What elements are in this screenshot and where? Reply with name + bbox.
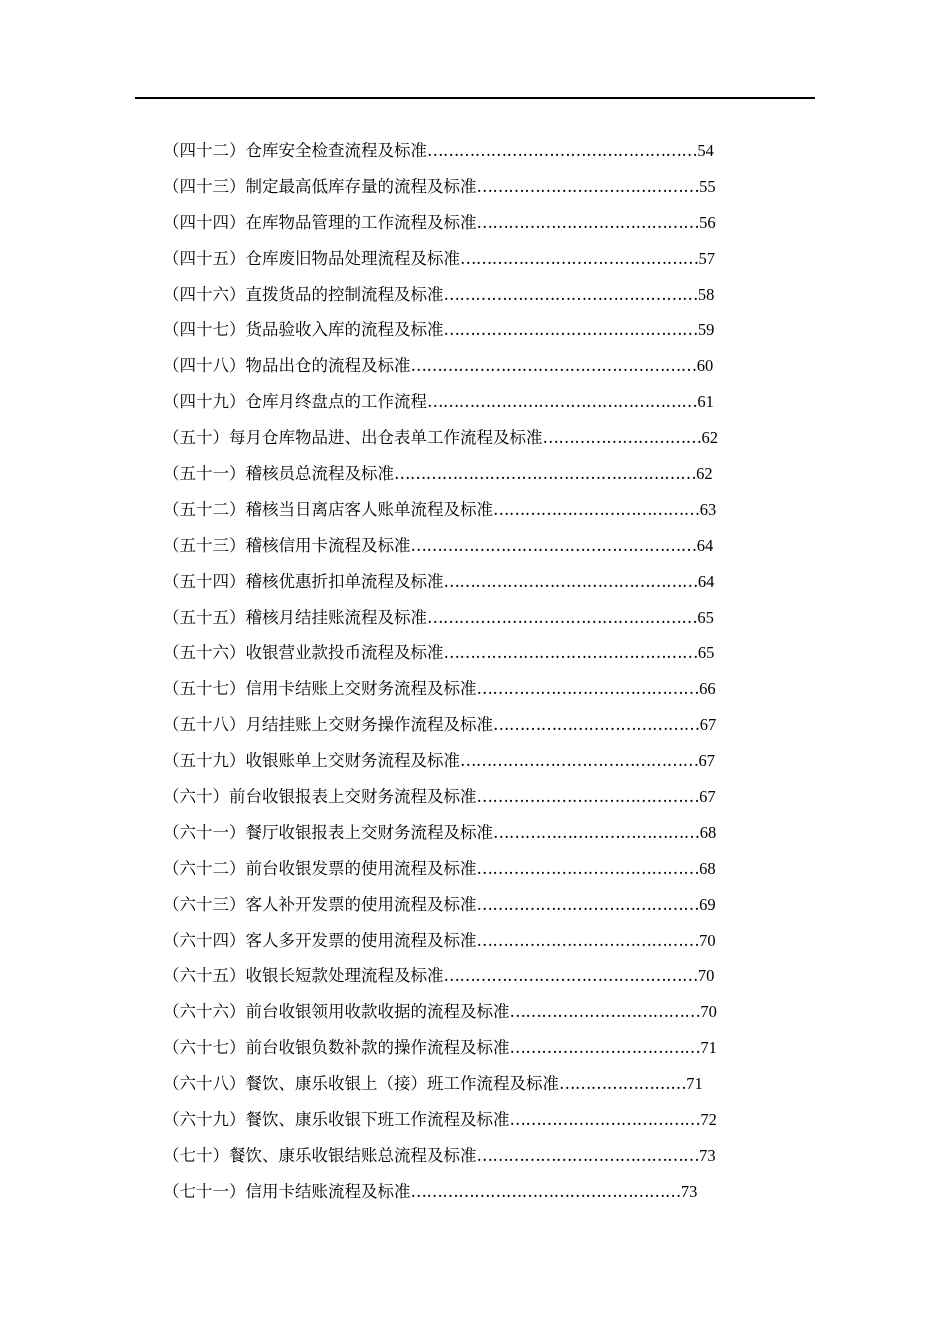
toc-entry[interactable]: [163, 175, 718, 211]
toc-entry-title: （六十）前台收银报表上交财务流程及标准: [163, 787, 477, 807]
toc-entry-title: （六十八）餐饮、康乐收银上（接）班工作流程及标准: [163, 1074, 559, 1094]
toc-dot-leader: ………………………………………: [460, 248, 699, 268]
toc-page-number: 57: [698, 248, 716, 268]
toc-entry[interactable]: [163, 749, 718, 785]
toc-dot-leader: ……………………………………………: [427, 141, 698, 160]
toc-page-number: 64: [696, 535, 714, 555]
toc-page-number: 55: [699, 176, 716, 196]
toc-page-number: 56: [699, 212, 716, 232]
toc-entry-title: （四十三）制定最高低库存量的流程及标准: [163, 176, 477, 196]
toc-entry[interactable]: [163, 857, 718, 893]
toc-entry-title: （六十一）餐厅收银报表上交财务流程及标准: [163, 822, 493, 842]
toc-dot-leader: ……………………………………: [476, 787, 700, 807]
toc-entry[interactable]: [163, 1180, 718, 1216]
toc-entry-title: （六十六）前台收银领用收款收据的流程及标准: [163, 1002, 510, 1022]
toc-dot-leader: …………………………: [542, 428, 702, 448]
toc-entry[interactable]: [163, 390, 718, 426]
toc-entry-title: （五十一）稽核员总流程及标准: [163, 464, 394, 484]
toc-entry-title: （四十四）在库物品管理的工作流程及标准: [163, 212, 477, 232]
toc-entry[interactable]: [163, 713, 718, 749]
toc-entry-title: （七十）餐饮、康乐收银结账总流程及标准: [163, 1145, 477, 1165]
toc-entry-title: （六十七）前台收银负数补款的操作流程及标准: [163, 1038, 510, 1058]
toc-entry[interactable]: [163, 606, 718, 642]
toc-dot-leader: ………………………………: [509, 1110, 701, 1130]
toc-dot-leader: …………………………………………: [443, 284, 698, 304]
toc-dot-leader: …………………………………………………: [394, 464, 697, 484]
toc-entry[interactable]: [163, 1036, 718, 1072]
toc-dot-leader: ……………………………………: [476, 1145, 700, 1165]
toc-entry[interactable]: [163, 211, 718, 247]
toc-entry[interactable]: [163, 498, 718, 534]
toc-page-number: 61: [697, 392, 714, 412]
toc-entry-title: （四十二）仓库安全检查流程及标准: [163, 141, 427, 160]
toc-page-number: 60: [696, 356, 714, 376]
toc-page-number: 71: [686, 1074, 703, 1094]
toc-entry-title: （四十六）直拨货品的控制流程及标准: [163, 284, 444, 304]
toc-entry[interactable]: [163, 1000, 718, 1036]
toc-dot-leader: ………………………………: [509, 1002, 701, 1022]
toc-entry[interactable]: [163, 929, 718, 965]
toc-entry[interactable]: [163, 893, 718, 929]
toc-page-number: 73: [699, 1145, 716, 1165]
toc-entry-title: （七十一）信用卡结账流程及标准: [163, 1181, 411, 1201]
header-rule: [135, 97, 815, 99]
toc-entry[interactable]: [163, 1144, 718, 1180]
toc-entry[interactable]: [163, 354, 718, 390]
toc-dot-leader: ………………………………………………: [410, 356, 697, 376]
toc-entry[interactable]: [163, 283, 718, 319]
toc-dot-leader: ……………………: [559, 1074, 687, 1094]
toc-page-number: 70: [700, 1002, 717, 1022]
toc-entry[interactable]: [163, 785, 718, 821]
toc-entry[interactable]: [163, 247, 718, 283]
toc-entry[interactable]: [163, 1108, 718, 1144]
toc-entry-title: （五十八）月结挂账上交财务操作流程及标准: [163, 715, 493, 735]
toc-entry-title: （四十七）货品验收入库的流程及标准: [163, 320, 444, 340]
toc-dot-leader: ……………………………………………: [427, 607, 698, 627]
toc-dot-leader: …………………………………………: [443, 643, 698, 663]
toc-entry-title: （四十五）仓库废旧物品处理流程及标准: [163, 248, 460, 268]
toc-page-number: 54: [697, 141, 714, 160]
toc-entry[interactable]: [163, 641, 718, 677]
toc-dot-leader: ……………………………………………: [427, 392, 698, 412]
toc-dot-leader: ……………………………………: [476, 930, 700, 950]
toc-entry-title: （六十三）客人补开发票的使用流程及标准: [163, 894, 477, 914]
toc-page-number: 67: [698, 751, 716, 771]
toc-entry-title: （五十三）稽核信用卡流程及标准: [163, 535, 411, 555]
toc-entry-title: （五十九）收银账单上交财务流程及标准: [163, 751, 460, 771]
toc-entry-title: （五十二）稽核当日离店客人账单流程及标准: [163, 499, 493, 519]
toc-page-number: 66: [699, 679, 716, 699]
toc-page-number: 63: [699, 499, 717, 519]
toc-dot-leader: ………………………………: [509, 1038, 701, 1058]
toc-dot-leader: …………………………………: [493, 715, 700, 735]
toc-dot-leader: …………………………………………: [443, 571, 698, 591]
toc-entry[interactable]: [163, 426, 718, 462]
toc-dot-leader: ……………………………………: [476, 858, 700, 878]
toc-entry-title: （五十五）稽核月结挂账流程及标准: [163, 607, 427, 627]
table-of-contents: [163, 139, 718, 1216]
toc-dot-leader: …………………………………………: [443, 966, 698, 986]
toc-entry-title: （四十八）物品出仓的流程及标准: [163, 356, 411, 376]
toc-entry[interactable]: [163, 677, 718, 713]
toc-dot-leader: ………………………………………: [460, 751, 699, 771]
toc-page-number: 65: [697, 643, 715, 663]
toc-page-number: 71: [700, 1038, 717, 1058]
toc-dot-leader: …………………………………: [493, 822, 700, 842]
toc-dot-leader: ……………………………………: [476, 894, 700, 914]
toc-page-number: 62: [696, 464, 713, 484]
toc-entry[interactable]: [163, 318, 718, 354]
toc-dot-leader: …………………………………: [493, 499, 700, 519]
toc-entry[interactable]: [163, 821, 718, 857]
toc-entry[interactable]: [163, 964, 718, 1000]
toc-entry-title: （五十七）信用卡结账上交财务流程及标准: [163, 679, 477, 699]
toc-page-number: 73: [680, 1181, 698, 1201]
toc-entry-title: （六十二）前台收银发票的使用流程及标准: [163, 858, 477, 878]
toc-entry[interactable]: [163, 462, 718, 498]
toc-page-number: 65: [697, 607, 714, 627]
toc-page-number: 70: [697, 966, 715, 986]
toc-dot-leader: ……………………………………: [476, 176, 700, 196]
toc-dot-leader: ……………………………………: [476, 679, 700, 699]
toc-entry[interactable]: [163, 534, 718, 570]
toc-page-number: 62: [701, 428, 719, 448]
toc-page-number: 68: [699, 858, 716, 878]
toc-page-number: 58: [697, 284, 715, 304]
toc-page-number: 67: [699, 787, 716, 807]
toc-entry-title: （六十四）客人多开发票的使用流程及标准: [163, 930, 477, 950]
toc-dot-leader: ……………………………………………: [410, 1181, 681, 1201]
toc-entry-title: （六十九）餐饮、康乐收银下班工作流程及标准: [163, 1110, 510, 1130]
toc-dot-leader: ……………………………………: [476, 212, 700, 232]
toc-entry-title: （六十五）收银长短款处理流程及标准: [163, 966, 444, 986]
toc-page-number: 64: [697, 571, 715, 591]
toc-page-number: 68: [699, 822, 717, 842]
toc-entry-title: （五十六）收银营业款投币流程及标准: [163, 643, 444, 663]
toc-entry-title: （四十九）仓库月终盘点的工作流程: [163, 392, 427, 412]
toc-dot-leader: …………………………………………: [443, 320, 698, 340]
toc-page-number: 72: [700, 1110, 717, 1130]
toc-entry[interactable]: [163, 570, 718, 606]
toc-page-number: 59: [697, 320, 715, 340]
toc-page-number: 70: [699, 930, 716, 950]
toc-entry[interactable]: [163, 1072, 718, 1108]
toc-page-number: 69: [699, 894, 716, 914]
toc-dot-leader: ………………………………………………: [410, 535, 697, 555]
toc-entry-title: （五十四）稽核优惠折扣单流程及标准: [163, 571, 444, 591]
toc-entry-title: （五十）每月仓库物品进、出仓表单工作流程及标准: [163, 428, 543, 448]
toc-page-number: 67: [699, 715, 717, 735]
toc-entry[interactable]: [163, 139, 718, 175]
